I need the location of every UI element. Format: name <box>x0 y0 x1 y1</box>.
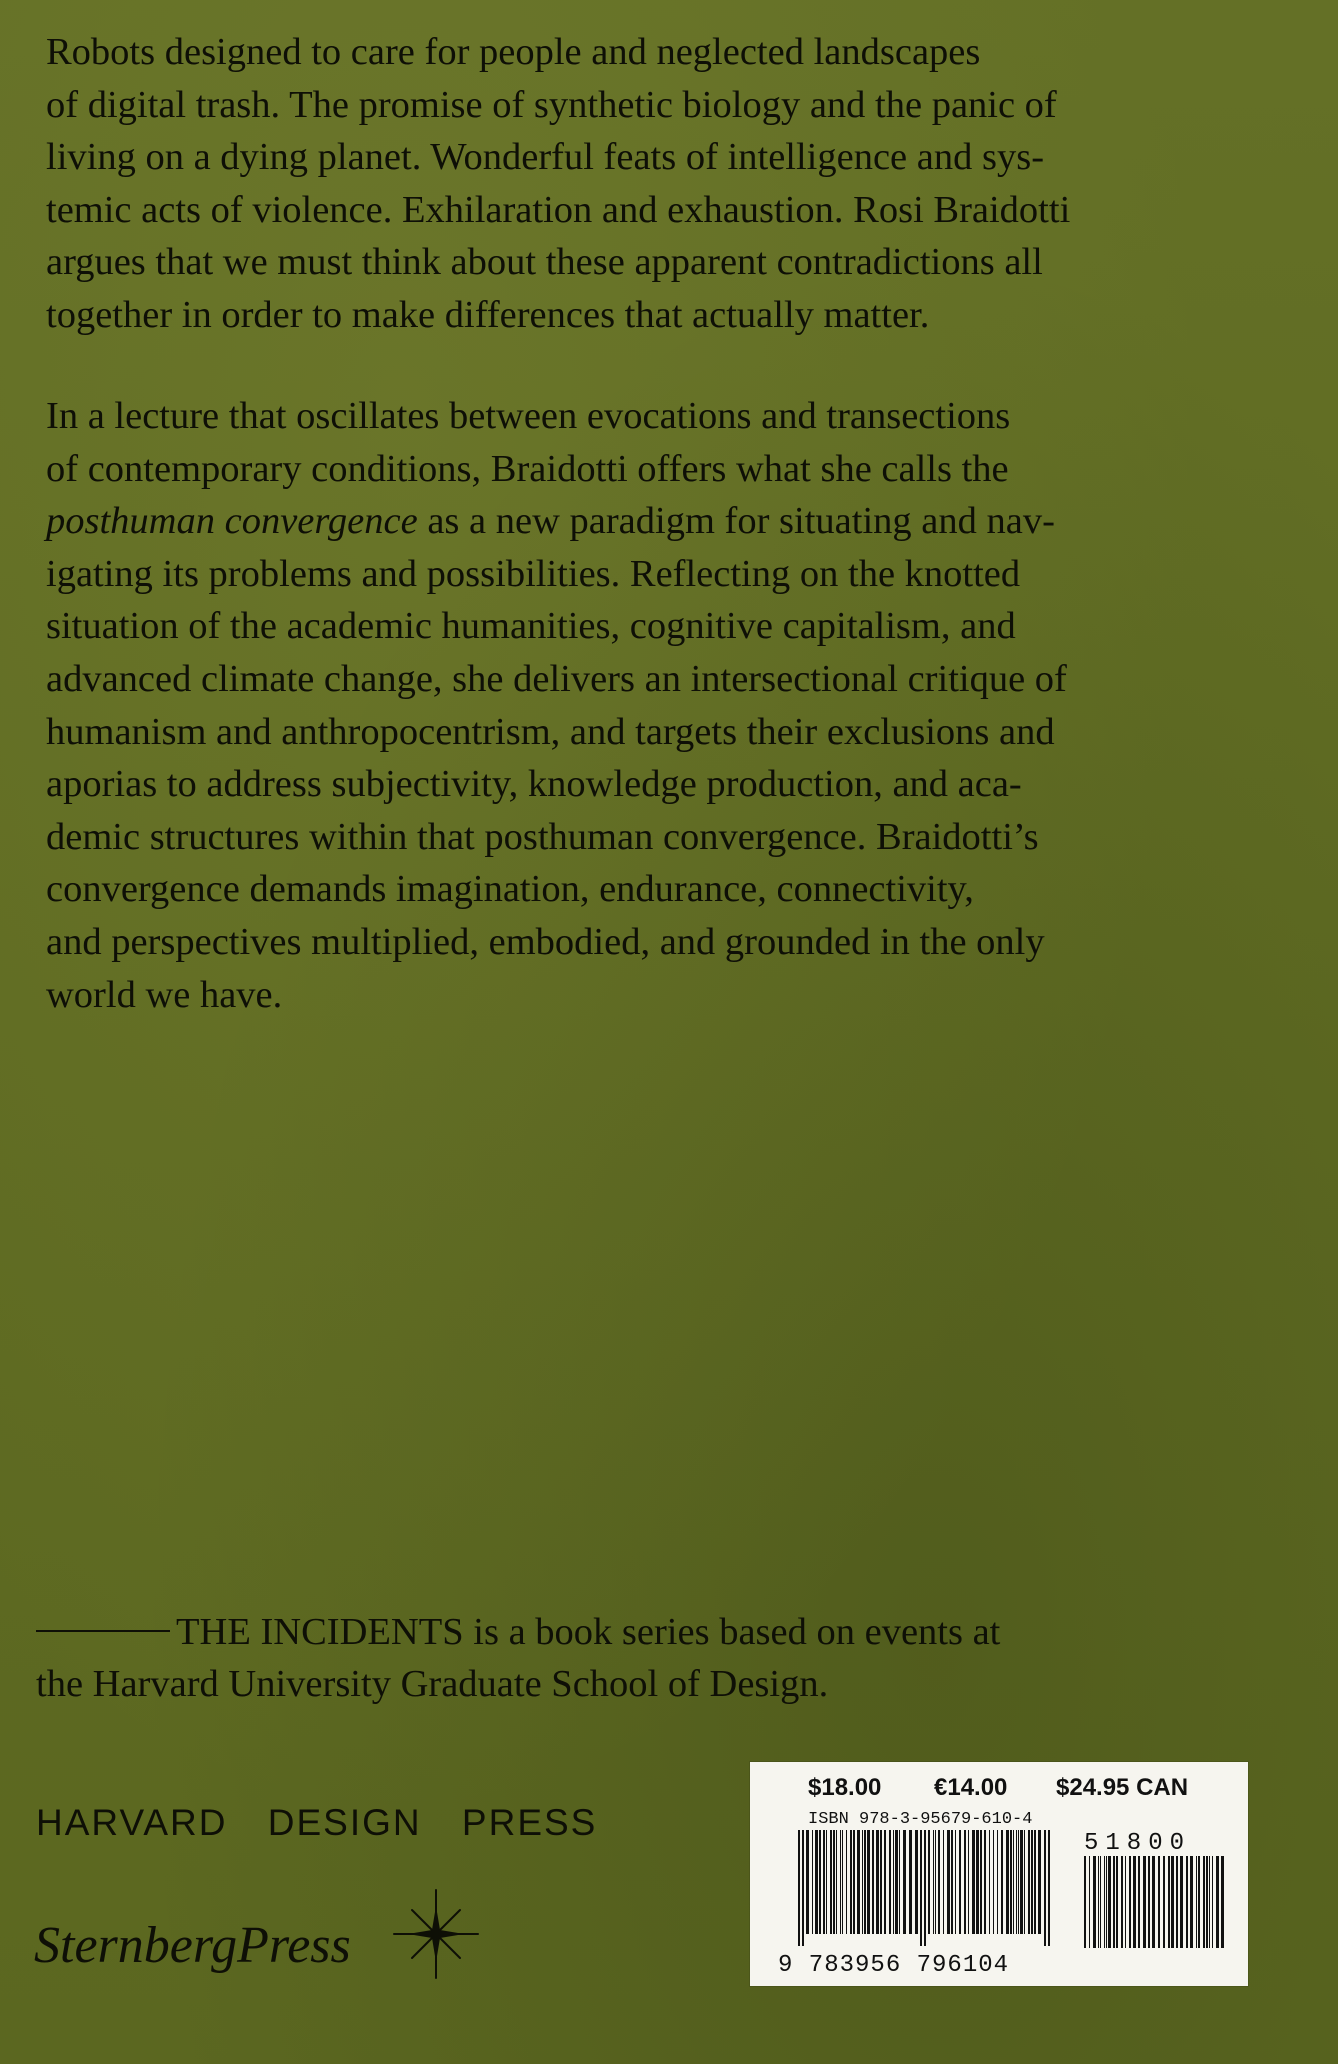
barcode-bar <box>959 1830 961 1934</box>
isbn-text: ISBN 978-3-95679-610-4 <box>808 1810 1033 1829</box>
barcode-bar <box>1198 1856 1200 1948</box>
barcode-bar <box>938 1830 940 1934</box>
barcode-bar <box>1158 1856 1160 1948</box>
barcode-bar <box>972 1830 975 1934</box>
barcode-bar <box>1104 1856 1105 1948</box>
barcode-bar <box>920 1830 922 1946</box>
barcode-bar <box>1206 1856 1208 1948</box>
text-line: humanism and anthropocentrism, and targets their exclusions and <box>46 710 1055 753</box>
barcode-bar <box>1148 1856 1150 1948</box>
text-line: together in order to make differences that actually matter. <box>46 293 930 336</box>
text-line: demic structures within that posthuman convergence. Braidotti’s <box>46 815 1039 858</box>
series-note-line <box>36 1606 1000 1658</box>
barcode-bar <box>1013 1830 1014 1934</box>
barcode-bar <box>842 1830 843 1934</box>
sternberg-press-logo <box>34 1916 351 1975</box>
barcode-bar <box>1084 1856 1086 1948</box>
barcode-bar <box>836 1830 837 1934</box>
barcode-bar <box>1176 1856 1178 1948</box>
barcode-bar <box>1133 1856 1136 1948</box>
text-line: situation of the academic humanities, cognitive capitalism, and <box>46 605 1016 648</box>
barcode-bar <box>947 1830 950 1934</box>
barcode-digits: 9 783956 796104 <box>778 1952 1010 1979</box>
barcode-bar <box>993 1830 994 1934</box>
text-line: convergence demands imagination, endurance, connectivity, <box>46 868 974 911</box>
barcode-bar <box>893 1830 894 1934</box>
text-line <box>46 495 1246 548</box>
barcode-bar <box>864 1830 866 1934</box>
barcode-bar <box>1113 1856 1115 1948</box>
barcode-bar <box>976 1830 979 1934</box>
barcode-bar <box>1121 1856 1123 1948</box>
barcode-bar <box>1163 1856 1165 1948</box>
barcode-bar <box>1221 1856 1224 1948</box>
text-line: and perspectives multiplied, embodied, and grounded in the only <box>46 920 1045 963</box>
barcode-bar <box>997 1830 998 1934</box>
text-line: aporias to address subjectivity, knowledge production, and aca- <box>46 763 1022 806</box>
barcode-bar <box>895 1830 898 1934</box>
text-line: living on a dying planet. Wonderful feats of intelligence and sys- <box>46 136 1045 179</box>
barcode-bar <box>1125 1856 1126 1948</box>
barcode-bar <box>899 1830 900 1934</box>
barcode-bar <box>1190 1856 1193 1948</box>
barcode-bar <box>846 1830 847 1934</box>
barcode-bar <box>806 1830 809 1934</box>
barcode-bar <box>819 1830 821 1934</box>
barcode-bar <box>1186 1856 1188 1948</box>
barcode-bar <box>955 1830 956 1934</box>
barcode-bar <box>928 1830 930 1934</box>
barcode-bar <box>840 1830 841 1934</box>
barcode-bar <box>867 1830 870 1934</box>
barcode-bar <box>1152 1856 1155 1948</box>
imprint-name: SternbergPress <box>34 1917 351 1974</box>
barcode-bar <box>1196 1856 1197 1948</box>
text-line: argues that we must think about these apparent contradictions all <box>46 241 1043 284</box>
barcode-bar <box>1038 1830 1041 1934</box>
blurb-paragraph-1 <box>46 26 1246 342</box>
text-line: Robots designed to care for people and neglected landscapes <box>46 31 981 73</box>
barcode-bar <box>1129 1856 1131 1948</box>
barcode-bar <box>1031 1830 1033 1934</box>
barcode-bar <box>1168 1856 1170 1948</box>
price-usd: $18.00 <box>808 1774 882 1801</box>
barcode-bar <box>903 1830 906 1934</box>
barcode-bar <box>1024 1830 1025 1934</box>
series-rule <box>36 1630 170 1632</box>
barcode-bar <box>1018 1830 1019 1934</box>
barcode-bar <box>968 1830 969 1934</box>
barcode-bar <box>1180 1856 1183 1948</box>
text-line: advanced climate change, she delivers an intersectional critique of <box>46 657 1067 700</box>
barcode-bar <box>802 1830 804 1946</box>
barcode-bar <box>1048 1830 1050 1946</box>
barcode-bar <box>872 1830 874 1934</box>
barcode-bar <box>943 1830 944 1934</box>
barcode-bar <box>798 1830 800 1946</box>
barcode-bar <box>1212 1856 1213 1948</box>
barcode-bar <box>989 1830 990 1934</box>
blurb-paragraph-2 <box>46 390 1246 1021</box>
price-eur: €14.00 <box>934 1774 1008 1801</box>
barcode-bar <box>924 1830 926 1946</box>
text-fragment: as a new paradigm for situating and nav- <box>417 500 1055 543</box>
barcode-bar <box>857 1830 860 1934</box>
series-note <box>36 1606 1000 1710</box>
barcode-bar <box>1044 1830 1046 1946</box>
series-note-text: THE INCIDENTS is a book series based on events at <box>176 1611 1001 1653</box>
barcode-bar <box>1106 1856 1107 1948</box>
barcode-bar <box>889 1830 891 1934</box>
price-can: $24.95 CAN <box>1056 1774 1189 1801</box>
barcode-bar <box>1028 1830 1030 1934</box>
barcode-bar <box>909 1830 912 1934</box>
text-line: temic acts of violence. Exhilaration and exhaustion. Rosi Braidotti <box>46 188 1071 231</box>
barcode-bar <box>876 1830 879 1934</box>
star-icon <box>388 1886 484 1982</box>
barcode-bar <box>830 1830 832 1934</box>
addon-digits: 51800 <box>1084 1830 1192 1857</box>
text-line: world we have. <box>46 973 283 1016</box>
barcode-bar <box>862 1830 863 1934</box>
barcode-bar <box>884 1830 886 1934</box>
barcode-bar <box>826 1830 827 1934</box>
barcode-bar <box>1216 1856 1219 1948</box>
barcode-bar <box>1100 1856 1101 1948</box>
barcode-bar <box>880 1830 882 1934</box>
series-note-line: the Harvard University Graduate School of Design. <box>36 1663 829 1705</box>
barcode-bar <box>812 1830 813 1934</box>
barcode-bar <box>980 1830 982 1934</box>
barcode-bar <box>815 1830 818 1934</box>
text-line: of digital trash. The promise of synthetic biology and the panic of <box>46 83 1057 126</box>
barcode-bar <box>1143 1856 1146 1948</box>
barcode-bar <box>1020 1830 1023 1934</box>
barcode-bar <box>1089 1856 1090 1948</box>
barcode-bar <box>1209 1856 1210 1948</box>
barcode-bar <box>915 1830 918 1934</box>
barcode-bar <box>1016 1830 1017 1934</box>
barcode-bar <box>1001 1830 1003 1934</box>
barcode-bar <box>1171 1856 1174 1948</box>
barcode-bar <box>1098 1856 1099 1948</box>
barcode-bar <box>823 1830 825 1934</box>
barcode-bar <box>1010 1830 1012 1934</box>
barcode-bar <box>853 1830 855 1934</box>
barcode-bar <box>951 1830 953 1934</box>
barcode-bar <box>1093 1856 1096 1948</box>
barcode-label <box>750 1762 1248 1986</box>
barcode-bar <box>964 1830 966 1934</box>
text-line: igating its problems and possibilities. Reflecting on the knotted <box>46 552 1021 595</box>
barcode-bar <box>1116 1856 1118 1948</box>
barcode-bar <box>1108 1856 1111 1948</box>
barcode-bar <box>1006 1830 1009 1934</box>
barcode-bar <box>984 1830 986 1934</box>
barcode-bar <box>850 1830 852 1934</box>
text-line: of contemporary conditions, Braidotti offers what she calls the <box>46 447 1009 490</box>
italic-phrase: posthuman convergence <box>46 500 418 543</box>
barcode-bar <box>833 1830 835 1934</box>
barcode-bar <box>1138 1856 1140 1948</box>
text-line: In a lecture that oscillates between evocations and transections <box>46 395 1011 437</box>
barcode-bar <box>1203 1856 1205 1948</box>
publisher-name: HARVARD DESIGN PRESS <box>36 1802 598 1843</box>
barcode-bar <box>1034 1830 1036 1934</box>
barcode-bar <box>935 1830 936 1934</box>
barcode-bar <box>933 1830 934 1934</box>
